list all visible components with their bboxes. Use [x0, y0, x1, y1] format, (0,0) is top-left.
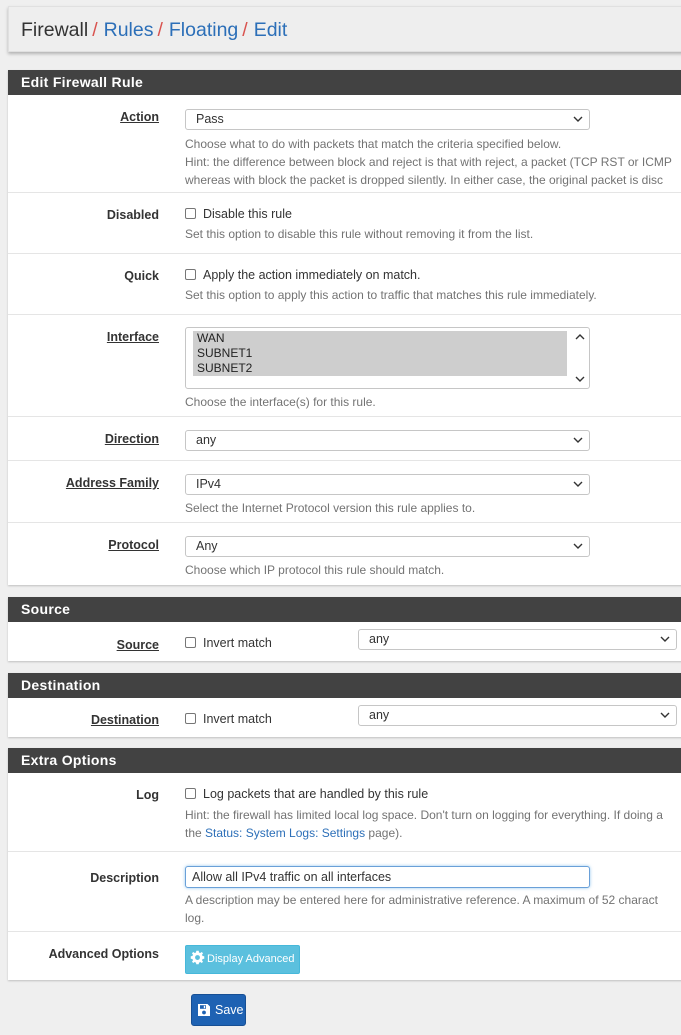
save-button-label: Save [215, 1003, 244, 1017]
description-input[interactable]: Allow all IPv4 traffic on all interfaces [185, 866, 590, 888]
interface-option-wan[interactable]: WAN [193, 331, 567, 346]
destination-row [8, 698, 681, 737]
destination-select[interactable] [358, 705, 677, 726]
breadcrumb-separator: / [157, 19, 163, 41]
disabled-help: Set this option to disable this rule without removing it from the list. [185, 227, 534, 241]
interface-option-subnet2[interactable]: SUBNET2 [193, 361, 567, 376]
action-select-value: Pass [196, 112, 224, 126]
address-family-row [8, 461, 681, 523]
scroll-down-icon[interactable] [575, 374, 585, 384]
source-row [8, 622, 681, 661]
destination-invert-checkbox[interactable] [185, 713, 196, 724]
edit-rule-panel [8, 70, 681, 585]
chevron-down-icon [573, 541, 583, 551]
source-invert-label: Invert match [203, 636, 272, 650]
address-family-select-value: IPv4 [196, 477, 222, 491]
chevron-down-icon [573, 114, 583, 124]
disable-rule-checkbox-label: Disable this rule [203, 207, 292, 221]
protocol-row [8, 523, 681, 585]
floppy-disk-icon [197, 1003, 211, 1017]
log-help-line: Hint: the firewall has limited local log space. Don't turn on logging for everything. If doing a [185, 808, 663, 822]
source-select[interactable] [358, 629, 677, 650]
chevron-down-icon [573, 479, 583, 489]
destination-select-value: any [369, 708, 390, 722]
log-checkbox[interactable] [185, 788, 196, 799]
address-family-help: Select the Internet Protocol version this rule applies to. [185, 501, 476, 515]
system-logs-settings-link[interactable]: Status: System Logs: Settings [205, 826, 366, 840]
direction-select[interactable] [185, 430, 590, 451]
action-label: Action [120, 110, 159, 124]
breadcrumb-edit-link[interactable]: Edit [253, 19, 288, 41]
breadcrumb-separator: / [92, 19, 98, 41]
log-label: Log [136, 788, 159, 802]
description-label: Description [90, 871, 159, 885]
protocol-select-value: Any [196, 539, 218, 553]
description-row [8, 852, 681, 932]
action-help-line: Hint: the difference between block and reject is that with reject, a packet (TCP RST or ICMP [185, 155, 672, 169]
quick-help: Set this option to apply this action to traffic that matches this rule immediately. [185, 288, 597, 302]
advanced-options-label: Advanced Options [48, 947, 159, 961]
action-row [8, 95, 681, 193]
breadcrumb-rules-link[interactable]: Rules [103, 19, 154, 41]
quick-checkbox[interactable] [185, 269, 196, 280]
advanced-options-row [8, 932, 681, 980]
destination-invert-label: Invert match [203, 712, 272, 726]
source-panel-title: Source [8, 597, 681, 622]
breadcrumb-floating-link[interactable]: Floating [168, 19, 239, 41]
log-help-prefix: the [185, 826, 206, 840]
scroll-up-icon[interactable] [575, 332, 585, 342]
description-help-line: A description may be entered here for administrative reference. A maximum of 52 charact [185, 893, 658, 907]
chevron-down-icon [660, 634, 670, 644]
display-advanced-button-label: Display Advanced [207, 953, 295, 965]
interface-help: Choose the interface(s) for this rule. [185, 395, 376, 409]
quick-checkbox-label: Apply the action immediately on match. [203, 268, 421, 282]
source-invert-checkbox[interactable] [185, 637, 196, 648]
extra-options-panel [8, 748, 681, 980]
chevron-down-icon [573, 435, 583, 445]
breadcrumb-firewall: Firewall [21, 19, 89, 41]
breadcrumb-separator: / [242, 19, 248, 41]
direction-row [8, 417, 681, 461]
disabled-label: Disabled [106, 208, 159, 222]
disabled-row [8, 193, 681, 254]
display-advanced-button[interactable] [185, 945, 300, 974]
interface-option-subnet1[interactable]: SUBNET1 [193, 346, 567, 361]
protocol-select[interactable] [185, 536, 590, 557]
extra-options-panel-title: Extra Options [8, 748, 681, 773]
interface-label: Interface [106, 330, 159, 344]
destination-panel-title: Destination [8, 673, 681, 698]
log-help-suffix: page). [365, 826, 403, 840]
action-select[interactable] [185, 109, 590, 130]
disable-rule-checkbox[interactable] [185, 208, 196, 219]
source-label: Source [116, 638, 159, 652]
log-checkbox-label: Log packets that are handled by this rule [203, 787, 429, 801]
direction-select-value: any [196, 433, 217, 447]
breadcrumb [8, 6, 681, 52]
action-help-line: Choose what to do with packets that match the criteria specified below. [185, 137, 562, 151]
destination-label: Destination [90, 713, 159, 727]
quick-row [8, 254, 681, 315]
edit-rule-panel-title: Edit Firewall Rule [8, 70, 681, 95]
action-help-line: whereas with block the packet is dropped silently. In either case, the original packet is disc [185, 173, 664, 187]
address-family-label: Address Family [65, 476, 159, 490]
quick-label: Quick [124, 269, 159, 283]
description-help-line: log. [185, 911, 205, 925]
protocol-help: Choose which IP protocol this rule should match. [185, 563, 445, 577]
log-row [8, 773, 681, 852]
gear-icon [190, 950, 205, 965]
protocol-label: Protocol [108, 538, 159, 552]
interface-listbox[interactable] [185, 327, 590, 389]
source-panel [8, 597, 681, 661]
chevron-down-icon [660, 710, 670, 720]
address-family-select[interactable] [185, 474, 590, 495]
save-button[interactable] [191, 994, 246, 1026]
source-select-value: any [369, 632, 390, 646]
interface-row [8, 315, 681, 417]
destination-panel [8, 673, 681, 737]
direction-label: Direction [104, 432, 159, 446]
